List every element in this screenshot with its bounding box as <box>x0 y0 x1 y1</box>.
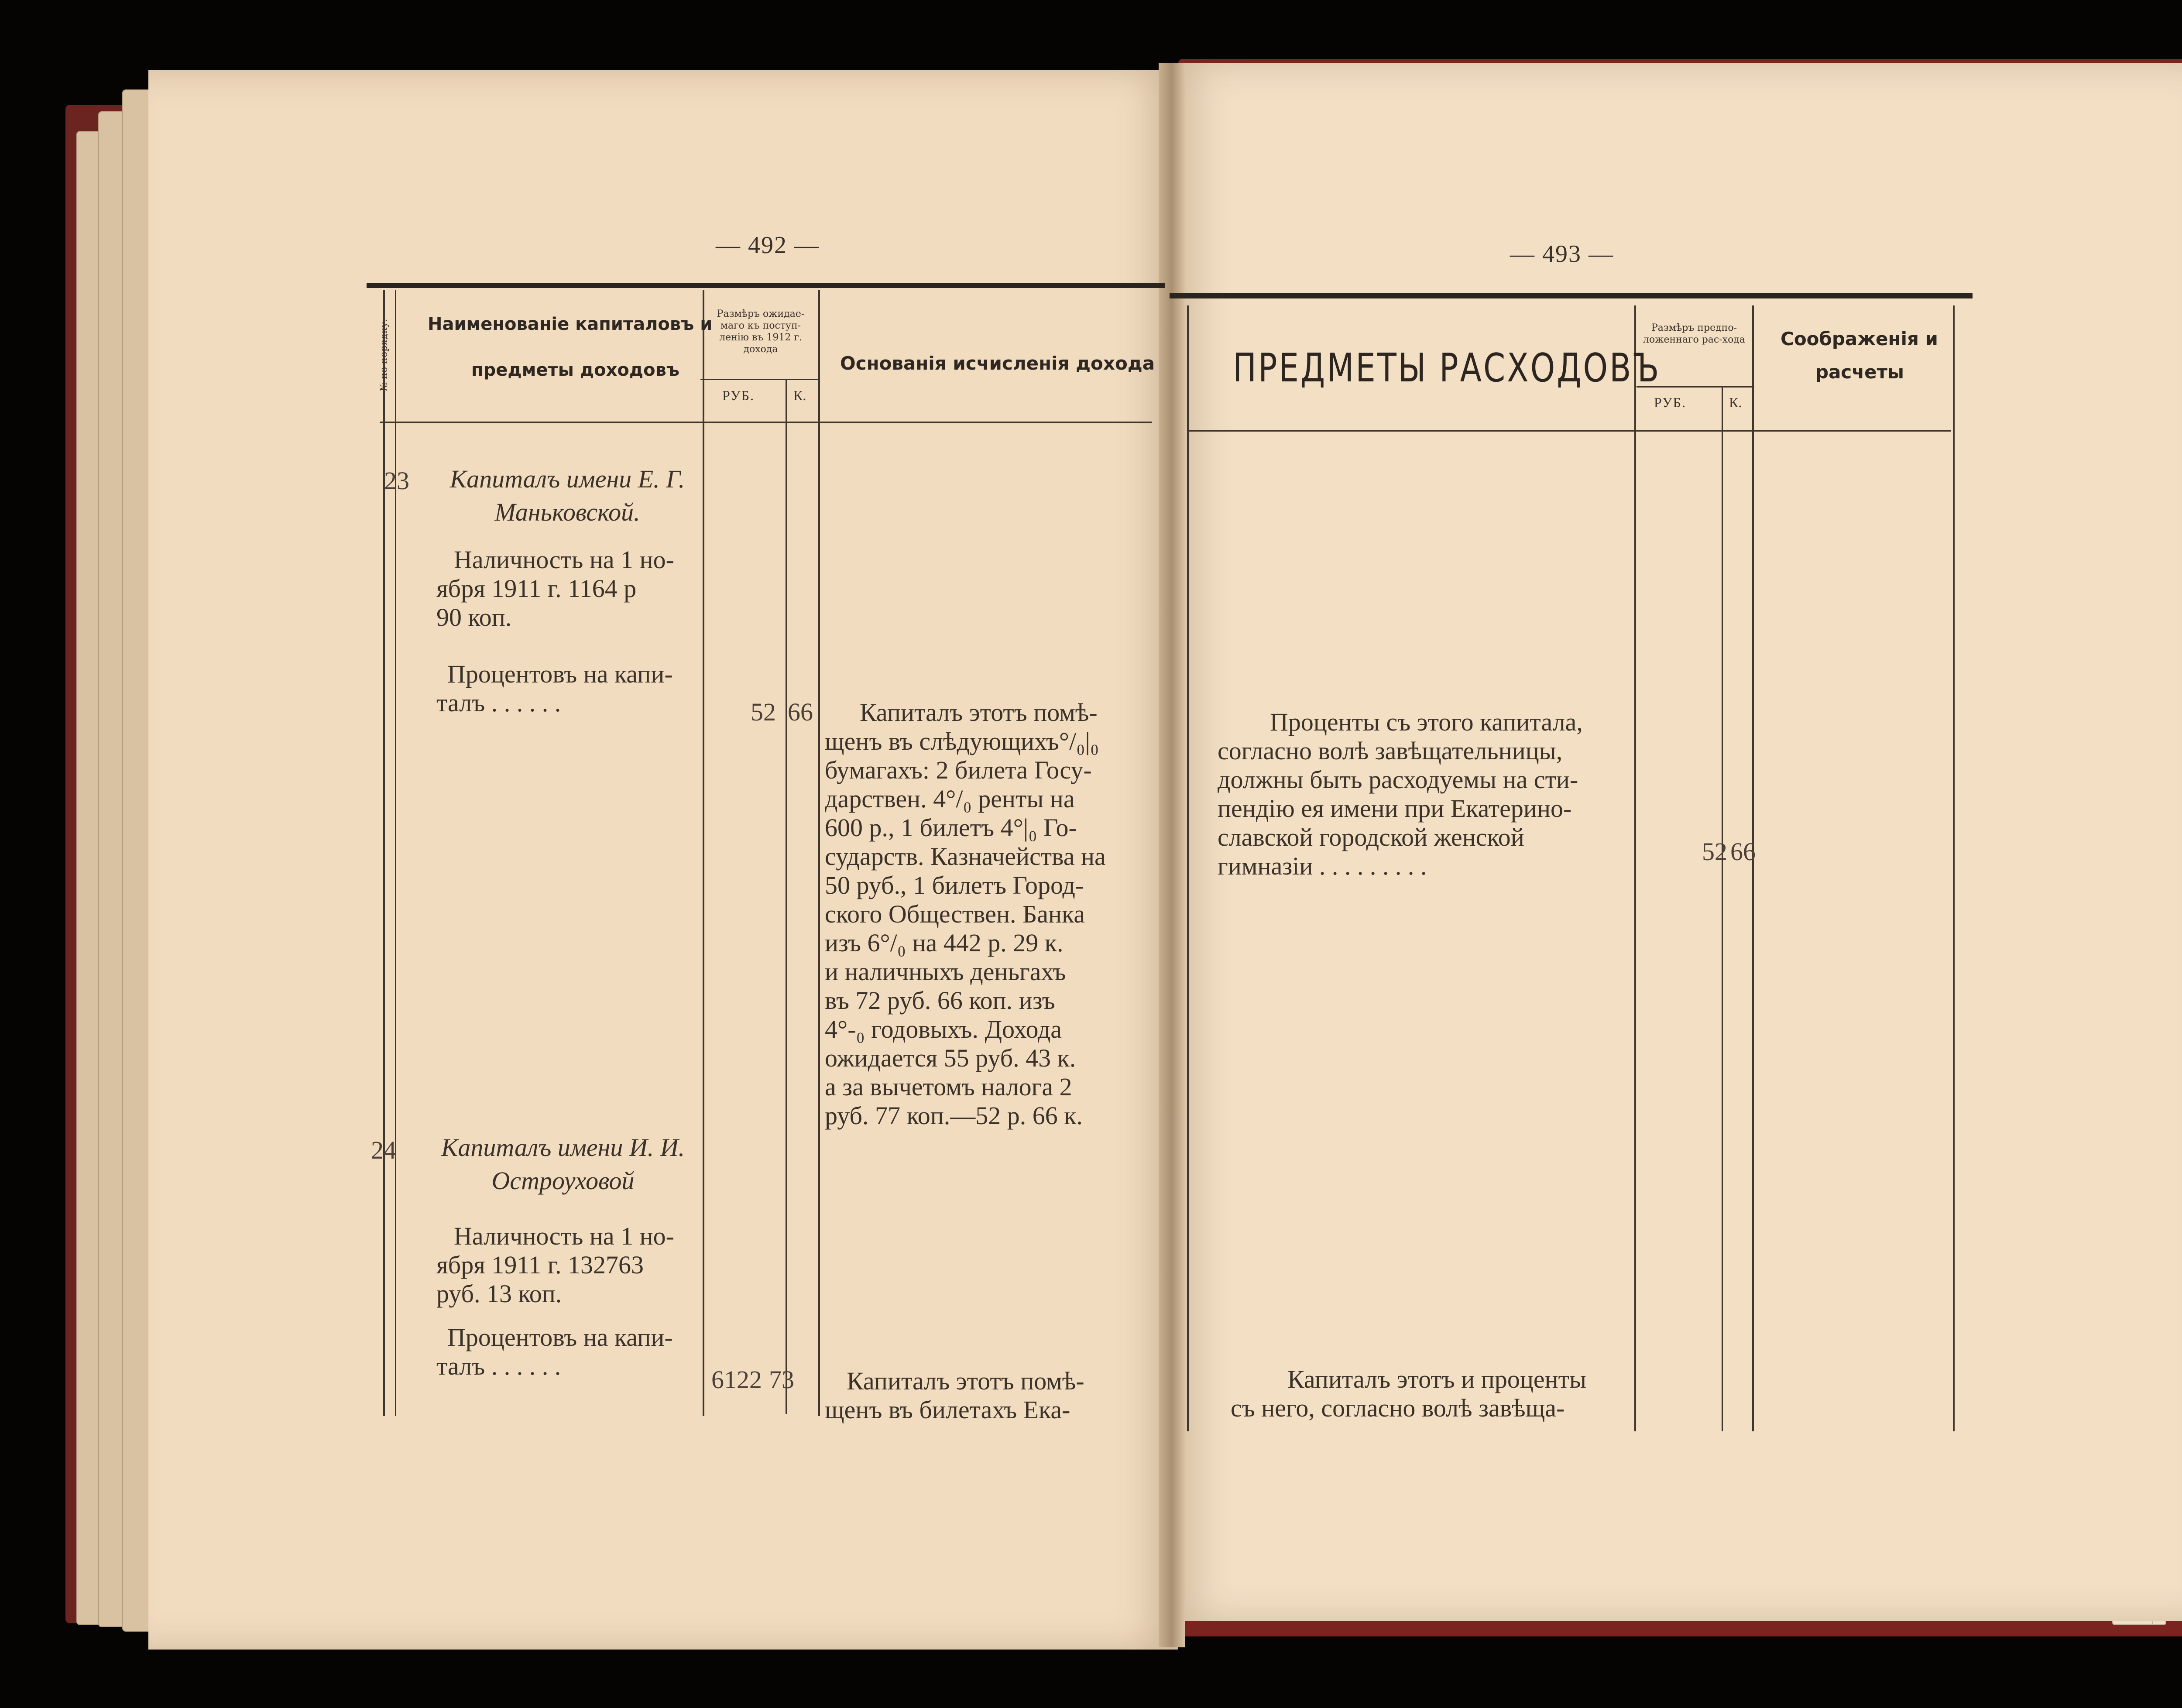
capital-title: Капиталъ имени И. И. Остроуховой <box>441 1133 685 1195</box>
subheader-rule <box>700 379 818 380</box>
proposed-expense-header: Размѣръ предпо-ложеннаго рас-хода <box>1643 322 1745 345</box>
capital-balance: Наличность на 1 но- ября 1911 г. 132763 руб. 13 коп. <box>436 1222 674 1308</box>
column-rule <box>1634 305 1636 1431</box>
table-header-rule <box>1187 430 1951 432</box>
rub-header: РУБ. <box>722 388 755 403</box>
page-number-left: — 492 — <box>716 232 820 259</box>
column-rule <box>1722 386 1723 1431</box>
page-number-right: — 493 — <box>1510 240 1614 268</box>
kop-header: К. <box>1729 394 1742 410</box>
table-top-rule <box>367 283 1165 288</box>
column-rule <box>1752 305 1754 1431</box>
considerations-header-line2: расчеты <box>1815 361 1904 383</box>
column-rule <box>786 380 787 1414</box>
expense-items-header: ПРЕДМЕТЫ РАСХОДОВЪ <box>1233 345 1661 391</box>
column-rule <box>703 290 704 1416</box>
entry-number: 24 <box>371 1136 396 1164</box>
income-kop: 66 <box>788 698 813 726</box>
column-rule <box>1187 305 1189 1431</box>
income-rub: 6122 <box>711 1365 762 1394</box>
capital-name-header-line1: Наименованіе капиталовъ и <box>428 314 713 334</box>
expense-kop: 66 <box>1730 837 1756 866</box>
interest-label: Процентовъ на капи- талъ . . . . . . <box>436 660 673 717</box>
income-basis-text: Капиталъ этотъ помѣ- щенъ въ слѣдующихъ°/₀|₀ бумагахъ: 2 билета Госу- дарствен. 4°/₀ ренты на 600 р., 1 билетъ 4°|₀ Го- сударств. Казначейства на 50 руб., 1 билетъ Город- ского Обществен. Банка изъ 6°/₀ на 442 р. 29 к. и наличныхъ деньгахъ въ 72 руб. 66 коп. изъ 4°-₀ годовыхъ. Дохода ожидается 55 руб. 43 к. а за вычетомъ налога 2 руб. 77 коп.—52 р. 66 к. <box>825 698 1106 1130</box>
expense-text: Капиталъ этотъ и проценты съ него, согласно волѣ завѣща- <box>1231 1365 1586 1422</box>
expense-text: Проценты съ этого капитала, согласно волѣ завѣщательницы, должны быть расходуемы на сти- пендію ея имени при Екатерино- славской городской женской гимназіи . . . . . . . . . <box>1218 708 1583 880</box>
expected-income-header: Размѣръ ожидае-маго къ поступ-ленію въ 1912 г. дохода <box>717 309 805 355</box>
considerations-header-line1: Соображенія и <box>1781 328 1938 350</box>
interest-label: Процентовъ на капи- талъ . . . . . . <box>436 1323 673 1380</box>
income-kop: 73 <box>769 1365 794 1394</box>
income-basis-text: Капиталъ этотъ помѣ- щенъ въ билетахъ Ека- <box>825 1367 1084 1424</box>
table-top-rule <box>1170 293 1973 298</box>
entry-number: 23 <box>384 466 409 495</box>
table-header-rule <box>380 422 1152 423</box>
rub-header: РУБ. <box>1654 394 1687 410</box>
capital-balance: Наличность на 1 но- ября 1911 г. 1164 р 90 коп. <box>436 545 674 631</box>
book-gutter <box>1159 63 1185 1647</box>
capital-name-header-line2: предметы доходовъ <box>471 360 680 380</box>
capital-title: Капиталъ имени Е. Г. Маньковской. <box>449 465 685 526</box>
column-rule <box>383 290 385 1416</box>
serial-number-header: № по порядку. <box>378 319 390 391</box>
income-rub: 52 <box>751 698 776 726</box>
column-rule <box>1953 305 1955 1431</box>
kop-header: К. <box>793 388 806 403</box>
column-rule <box>395 290 396 1416</box>
expense-rub: 52 <box>1702 837 1727 866</box>
income-basis-header: Основанія исчисленія дохода <box>840 353 1155 374</box>
column-rule <box>818 290 820 1416</box>
